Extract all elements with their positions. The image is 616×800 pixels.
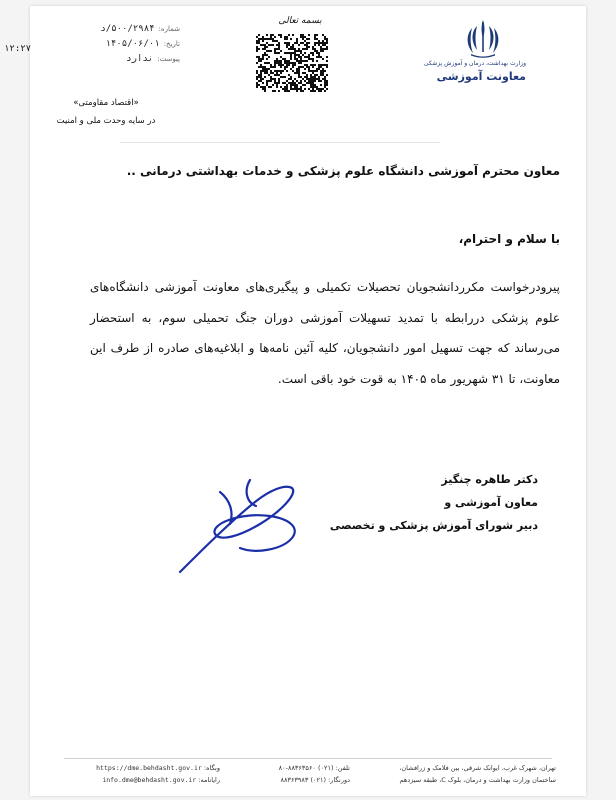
footer	[60, 762, 556, 792]
footer-address-line-2: ساختمان وزارت بهداشت و درمان، بلوک C، طبقه سیزدهم	[399, 776, 556, 784]
reference-date-row	[56, 37, 180, 52]
footer-phone: (۰۲۱) ۸۸۳۶۳۵۶۰-۸۰	[278, 764, 334, 772]
footer-fax-row	[230, 774, 350, 786]
letter-body: پیرودرخواست مکرردانشجویان تحصیلات تکمیلی و پیگیری‌های معاونت آموزشی دانشگاه‌های علوم پزشکی دررابطه با تمدید تسهیلات آموزشی دوران جنگ تحمیلی سوم، به استحضار می‌رساند که جهت تسهیل امور دانشجویان، کلیه آئین نامه‌ها و ابلاغیه‌های صادره از طرف این معاونت، تا ۳۱ شهریور ماه ۱۴۰۵ به قوت خود باقی است.	[90, 280, 560, 386]
reference-number-row	[56, 22, 180, 37]
signatory-title-1: معاون آموزشی و	[444, 496, 538, 509]
footer-divider	[64, 758, 552, 759]
slogan-line-2: در سایه وحدت ملی و امنیت	[56, 116, 156, 126]
footer-email-link[interactable]: info.dme@behdasht.gov.ir	[102, 776, 197, 784]
addressee: معاون محترم آموزشی دانشگاه علوم پزشکی و خدمات بهداشتی درمانی ..	[126, 164, 560, 178]
footer-address-line-1: تهران، شهرک غرب، ایوانک شرقی، بین فلامک و زرافشان،	[399, 764, 556, 772]
footer-fax: (۰۲۱) ۸۸۳۶۳۹۸۳	[280, 776, 327, 784]
reference-block	[56, 22, 180, 67]
footer-phone-label: تلفن:	[335, 764, 350, 772]
reference-date: ۱۴۰۵/۰۶/۰۱	[105, 39, 160, 49]
ministry-logo	[423, 18, 526, 83]
footer-web-row	[60, 762, 220, 774]
basmala: بسمه تعالی	[278, 16, 322, 26]
footer-email-row	[60, 774, 220, 786]
header-divider	[120, 142, 440, 143]
footer-contact	[230, 762, 350, 786]
footer-fax-label: دورنگار:	[328, 776, 350, 784]
signatory-title-2: دبیر شورای آموزش پزشکی و تخصصی	[329, 519, 538, 532]
reference-attachment-row	[56, 52, 180, 67]
timestamp: ۱۲:۲۷	[4, 44, 32, 54]
reference-attachment-label: پیوست:	[157, 55, 180, 63]
slogan	[36, 94, 176, 130]
qr-code-icon	[256, 34, 328, 92]
footer-web-label: وبگاه:	[203, 764, 220, 772]
handwritten-signature	[160, 472, 310, 582]
slogan-line-1: «اقتصاد مقاومتی»	[73, 98, 139, 108]
footer-web-link[interactable]: https://dme.behdasht.gov.ir	[96, 764, 202, 772]
footer-phone-row	[230, 762, 350, 774]
signature-block	[318, 468, 538, 537]
footer-online	[60, 762, 220, 786]
footer-address	[366, 762, 556, 786]
reference-date-label: تاریخ:	[163, 40, 180, 48]
greeting: با سلام و احترام،	[458, 232, 560, 246]
reference-attachment: ندارد	[126, 54, 154, 64]
logo-ministry-text: وزارت بهداشت، درمان و آموزش پزشکی	[423, 60, 526, 67]
reference-number: ۵۰۰/۲۹۸۴/د	[100, 24, 155, 34]
reference-number-label: شماره:	[158, 25, 180, 33]
signatory-name: دکتر طاهره چنگیز	[441, 473, 538, 486]
footer-email-label: رایانامه:	[198, 776, 220, 784]
logo-department-text: معاونت آموزشی	[436, 70, 526, 83]
iran-emblem-icon	[465, 18, 501, 58]
